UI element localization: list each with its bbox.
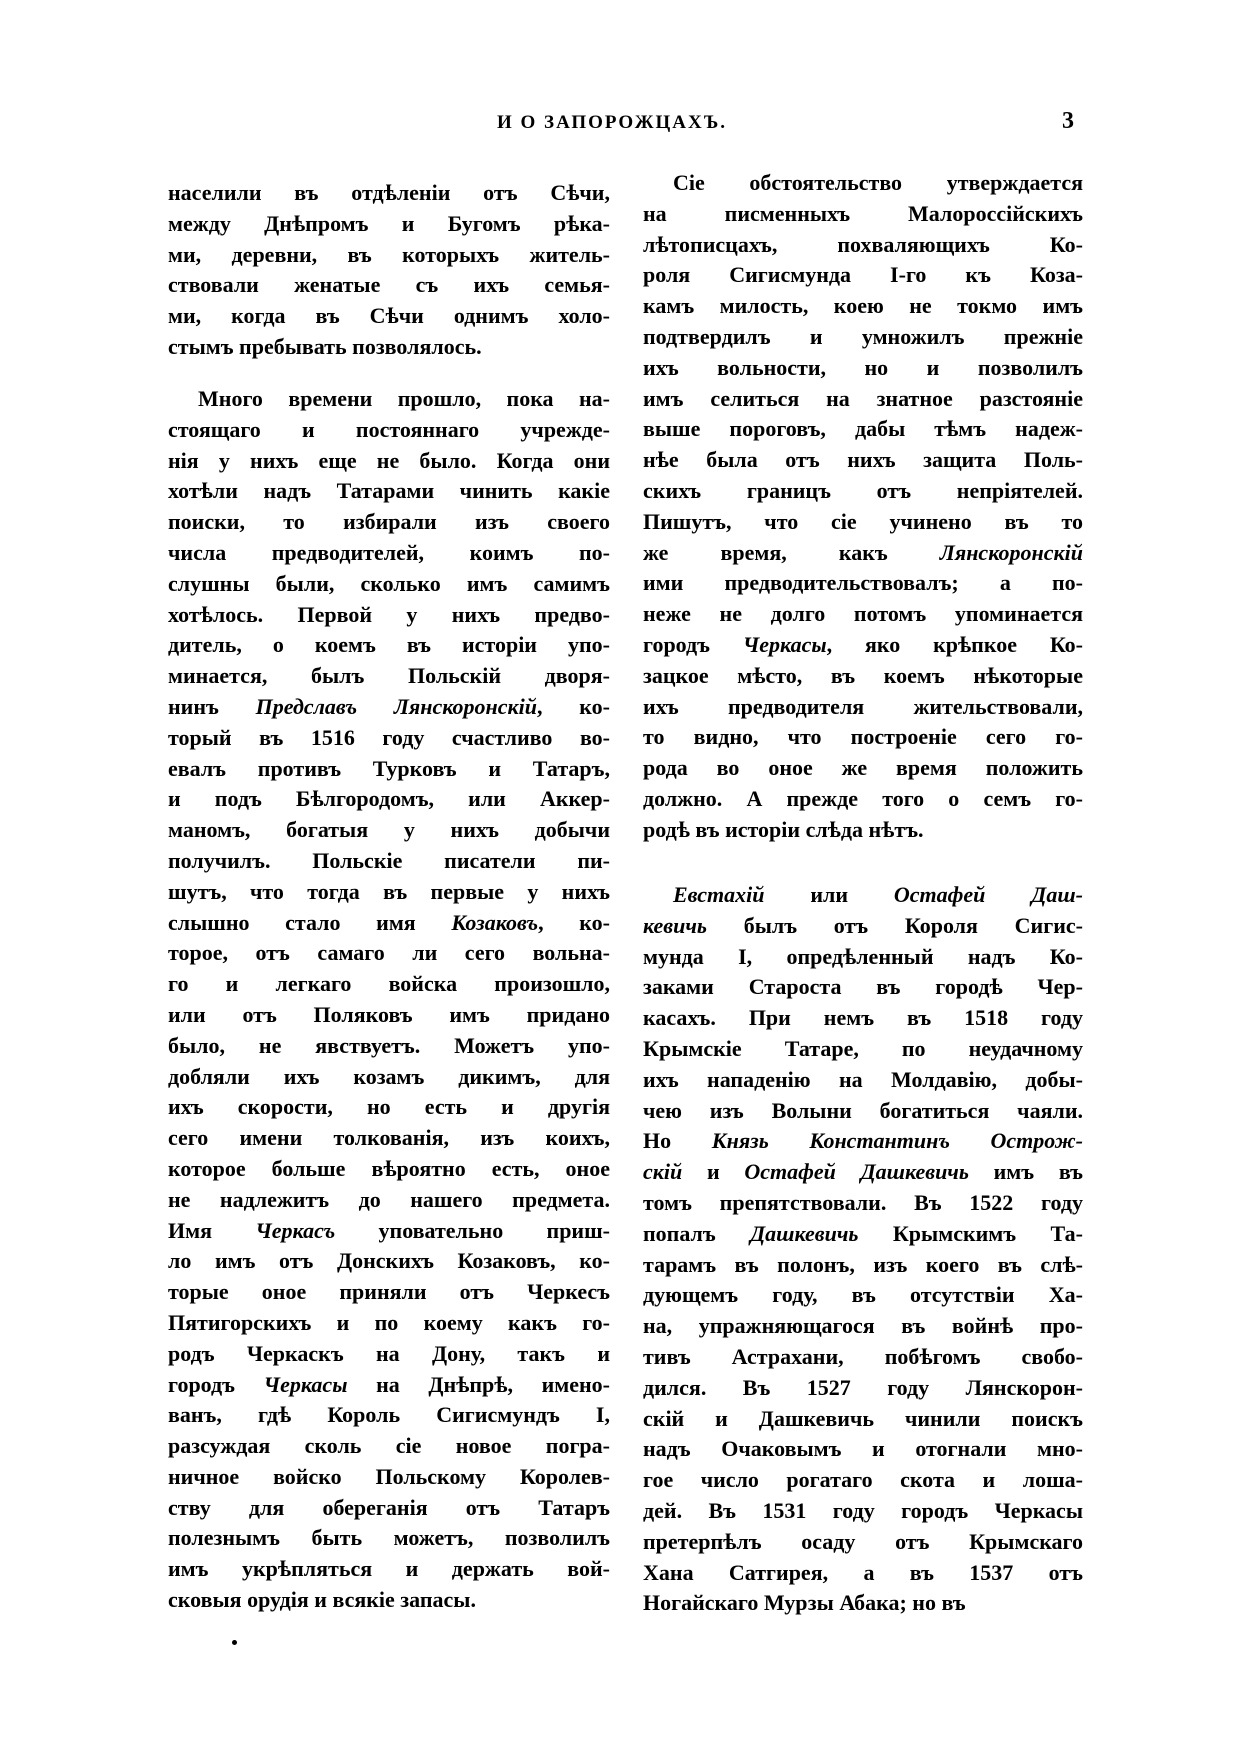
text-line: было, не явствуетъ. Можетъ упо- [168,1032,610,1058]
text-segment: на Днѣпрѣ, имено- [347,1371,611,1397]
text-line: населили въ отдѣленіи отъ Сѣчи, [168,180,610,205]
italic-name: кевичь [643,912,707,938]
italic-name: Евстахій [673,882,765,907]
text-segment: , ко- [538,909,610,935]
text-segment: городъ [643,631,743,657]
text-line: ими предводительствовалъ; а по- [643,570,1083,596]
italic-name: Лянскоронскій [939,539,1083,565]
running-title: И О ЗАПОРОЖЦАХЪ. [497,112,727,133]
italic-name: Козаковъ [451,909,539,935]
text-segment: слышно стало имя [168,909,452,935]
text-line: стоящаго и постояннаго учрежде- [168,416,610,442]
text-segment: и [682,1159,745,1185]
text-line [168,1216,610,1247]
text-line [168,908,610,939]
text-line: Хана Сатгирея, а въ 1537 отъ [643,1559,1083,1585]
text-line: ствовали женатые съ ихъ семья- [168,272,610,298]
text-line: ванъ, гдѣ Король Сигисмундъ I, [168,1402,610,1428]
text-line: ми, когда въ Сѣчи однимъ холо- [168,303,610,329]
text-line: числа предводителей, коимъ по- [168,539,610,565]
text-line: выше пороговъ, дабы тѣмъ надеж- [643,416,1083,442]
text-line: касахъ. При немъ въ 1518 году [643,1005,1083,1031]
text-line: претерпѣлъ осаду отъ Крымскаго [643,1528,1083,1554]
text-line: минается, былъ Польскій дворя- [168,663,610,689]
text-line: которое больше вѣроятно есть, оное [168,1155,610,1181]
text-line [643,1126,1083,1157]
text-line: шутъ, что тогда въ первые у нихъ [168,878,610,904]
text-line: хотѣлось. Первой у нихъ предво- [168,601,610,627]
text-line: роля Сигисмунда I-го къ Коза- [643,262,1083,288]
text-line: скій и Дашкевичь чинили поискъ [643,1405,1083,1431]
text-line: го и легкаго войска произошло, [168,971,610,997]
text-line: то видно, что построеніе сего го- [643,724,1083,750]
text-line: нія у нихъ еще не было. Когда они [168,447,610,473]
text-segment: , ко- [537,693,610,719]
text-line [168,692,610,723]
text-line [643,880,1083,911]
text-segment: же время, какъ [643,539,940,565]
text-line: родъ Черкаскъ на Дону, такъ и [168,1340,610,1366]
text-line: поиски, то избирали изъ своего [168,509,610,535]
text-line: тивъ Астрахани, побѣгомъ свобо- [643,1343,1083,1369]
text-line: не надлежитъ до нашего предмета. [168,1186,610,1212]
text-line: скихъ границъ отъ непріятелей. [643,477,1083,503]
text-line: надъ Очаковымъ и отогнали мно- [643,1436,1083,1462]
text-line: или отъ Поляковъ имъ придано [168,1001,610,1027]
text-line: маномъ, богатыя у нихъ добычи [168,817,610,843]
text-line [168,1370,610,1401]
italic-name: Остафей Дашкевичь [744,1159,969,1185]
text-line: чею изъ Волыни богатиться чаяли. [643,1097,1083,1123]
text-line: полезнымъ быть можетъ, позволилъ [168,1525,610,1551]
text-line: дитель, о коемъ въ исторіи упо- [168,632,610,658]
text-segment: или [764,882,894,907]
text-line: сковыя орудія и всякіе запасы. [168,1587,476,1613]
text-line: Сіе обстоятельство утверждается [673,170,1083,195]
text-line [643,538,1083,569]
text-line: заками Староста въ городѣ Чер- [643,974,1083,1000]
text-segment: уповательно приш- [335,1217,611,1243]
text-segment: имъ въ [968,1159,1083,1185]
text-segment: попалъ [643,1220,751,1246]
text-line: евалъ противъ Турковъ и Татаръ, [168,755,610,781]
text-line: нѣе была отъ нихъ защита Поль- [643,447,1083,473]
italic-name: Остафей Даш- [893,882,1083,907]
text-line [643,630,1083,661]
text-line: ихъ предводителя жительствовали, [643,693,1083,719]
text-line [643,1157,1083,1188]
paragraph [168,384,610,1616]
text-line: сего имени толкованія, изъ коихъ, [168,1125,610,1151]
text-line: зацкое мѣсто, въ коемъ нѣкоторые [643,662,1083,688]
text-line: слушны были, сколько имъ самимъ [168,570,610,596]
text-line: томъ препятствовали. Въ 1522 году [643,1189,1083,1215]
italic-name: Черкасы [263,1371,348,1397]
text-line: имъ укрѣпляться и держать вой- [168,1556,610,1582]
text-line: дей. Въ 1531 году городъ Черкасы [643,1497,1083,1523]
text-line: Пятигорскихъ и по коему какъ го- [168,1309,610,1335]
text-line: дующемъ году, въ отсутствіи Ха- [643,1282,1083,1308]
italic-name: Князь Константинъ Острож- [711,1128,1083,1154]
text-line: рода во оное же время положить [643,755,1083,781]
text-line: должно. А прежде того о семъ го- [643,785,1083,811]
text-segment: городъ [168,1371,264,1397]
text-line: на писменныхъ Малороссійскихъ [643,200,1083,226]
text-line: ихъ вольности, но и позволилъ [643,354,1083,380]
text-line: имъ селиться на знатное разстояніе [643,385,1083,411]
paragraph [643,880,1083,1619]
text-line: торое, отъ самаго ли сего вольна- [168,940,610,966]
page-number: 3 [1062,108,1074,134]
text-line: на, упражняющагося въ войнѣ про- [643,1313,1083,1339]
text-line: тарамъ въ полонъ, изъ коего въ слѣ- [643,1251,1083,1277]
text-line [643,911,1083,942]
text-line: хотѣли надъ Татарами чинить какіе [168,478,610,504]
paragraph [643,168,1083,846]
text-line: Ногайскаго Мурзы Абака; но въ [643,1590,966,1616]
italic-name: Предславъ Лянскоронскій [255,693,538,719]
text-line: ству для обереганія отъ Татаръ [168,1494,610,1520]
paragraph [168,178,610,363]
text-line: торый въ 1516 году счастливо во- [168,724,610,750]
text-segment: , яко крѣпкое Ко- [826,631,1083,657]
text-segment: Крымскимъ Та- [858,1220,1083,1246]
italic-name: скій [643,1159,683,1185]
italic-name: Черкасъ [255,1217,336,1243]
text-line: получилъ. Польскіе писатели пи- [168,847,610,873]
text-line: и подъ Бѣлгородомъ, или Аккер- [168,786,610,812]
text-line: ихъ нападенію на Молдавію, добы- [643,1066,1083,1092]
text-line: ничное войско Польскому Королев- [168,1463,610,1489]
text-line: стымъ пребывать позволялось. [168,333,482,359]
text-line [643,1219,1083,1250]
text-line: Много времени прошло, пока на- [198,386,610,411]
italic-name: Дашкевичь [750,1220,859,1246]
text-line: родѣ въ исторіи слѣда нѣтъ. [643,816,924,842]
text-line: неже не долго потомъ упоминается [643,601,1083,627]
text-segment: былъ отъ Короля Сигис- [706,912,1083,938]
text-line: Крымскіе Татаре, по неудачному [643,1035,1083,1061]
text-line: между Днѣпромъ и Бугомъ рѣка- [168,210,610,236]
text-line: камъ милость, коею не токмо имъ [643,293,1083,319]
text-line: лѣтописцахъ, похваляющихъ Ко- [643,231,1083,257]
text-line: гое число рогатаго скота и лоша- [643,1467,1083,1493]
text-segment: нинъ [168,693,256,719]
text-segment: Имя [168,1217,256,1243]
text-line: подтвердилъ и умножилъ прежніе [643,323,1083,349]
text-line: ми, деревни, въ которыхъ житель- [168,241,610,267]
italic-name: Черкасы [742,631,827,657]
text-line: ихъ скорости, но есть и другія [168,1094,610,1120]
text-line: Пишутъ, что сіе учинено въ то [643,508,1083,534]
text-line: дился. Въ 1527 году Лянскорон- [643,1374,1083,1400]
text-segment: Но [643,1128,712,1154]
text-line: добляли ихъ козамъ дикимъ, для [168,1063,610,1089]
print-speck [232,1640,237,1645]
text-line: ло имъ отъ Донскихъ Козаковъ, ко- [168,1248,610,1274]
text-line: разсуждая сколь сіе новое погра- [168,1433,610,1459]
text-line: мунда I, опредѣленный надъ Ко- [643,943,1083,969]
text-line: торые оное приняли отъ Черкесъ [168,1279,610,1305]
